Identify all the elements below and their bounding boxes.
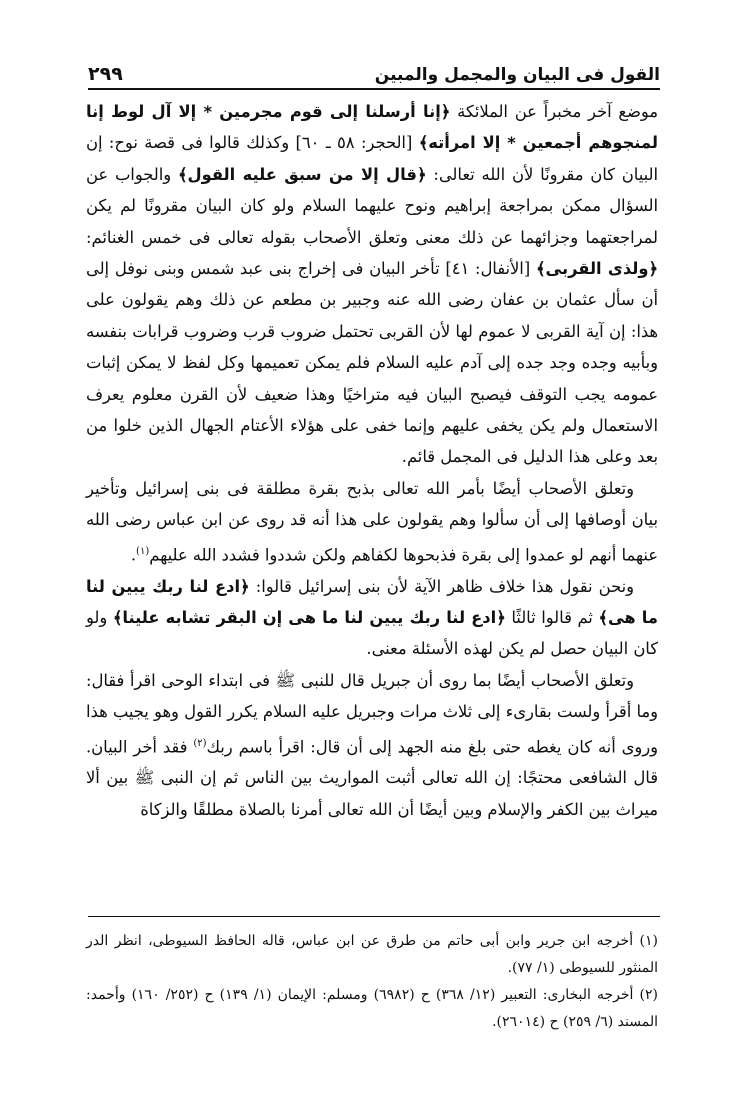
text-run: ونحن نقول هذا خلاف ظاهر الآية لأن بنى إسرائيل قالوا: xyxy=(249,576,634,596)
quran-quote: ﴿ولذى القربى﴾ xyxy=(535,259,658,279)
text-run: ثم قالوا ثالثًا xyxy=(505,607,599,627)
quran-quote: ﴿ادع لنا ربك يبين لنا ما هى إن البقر تشابه علينا﴾ xyxy=(112,607,506,627)
footnote-rule xyxy=(88,916,660,917)
paragraph-4 xyxy=(86,665,658,825)
footnote-2: (٢) أخرجه البخارى: التعبير (١٢/ ٣٦٨) ح (٦٩٨٢) ومسلم: الإيمان (١/ ١٣٩) ح (٢٥٢/ ١٦٠) وأحمد: المسند (٦/ ٢٥٩) ح (٢٦٠١٤). xyxy=(86,987,659,1030)
footnote-ref-2[interactable]: (٢) xyxy=(193,737,207,749)
text-run: وتعلق الأصحاب أيضًا بما روى أن جبريل قال للنبى ﷺ فى ابتداء الوحى اقرأ فقال: وما أقرأ ولست بقارىء إلى ثلاث مرات وجبريل عليه السلام يكرر القول وهو يجيب هذا وروى أنه كان يغطه حتى بلغ منه الجهد إلى أن قال: اقرأ باسم ربك xyxy=(86,670,658,756)
text-run: فقد أخر البيان. قال الشافعى محتجًا: إن الله تعالى أثبت المواريث بين الناس ثم إن النبى ﷺ بين ألا ميراث بين الكفر والإسلام وبين أيضًا أن الله تعالى أمرنا بالصلاة مطلقًا والزكاة xyxy=(86,736,658,819)
running-title: القول فى البيان والمجمل والمبين xyxy=(374,65,660,85)
text-run: وتعلق الأصحاب أيضًا بأمر الله تعالى بذبح بقرة مطلقة فى بنى إسرائيل وتأخير بيان أوصافها إلى أن سألوا وهم يقولون على هذا أنه قد روى عن ابن عباس رضى الله عنهما أنهم لو عمدوا إلى بقرة فذبحوها لكفاهم ولكن شددوا فشدد الله عليهم xyxy=(86,478,658,565)
main-text xyxy=(86,96,658,888)
text-run: [الأنفال: ٤١] تأخر البيان فى إخراج بنى عبد شمس وبنى نوفل إلى أن سأل عثمان بن عفان رضى الله عنه وجبير بن مطعم عن ذلك وهم يقولون على هذا: إن آية القربى لا عموم لها لأن القربى تحتمل ضروب قرب وضروب قرابات بنفسه وبأبيه وجده وجد جده إلى آدم عليه السلام فلم يمكن تعميمها وكل لفظ لا يمكن إثبات عمومه يجب التوقف فيصبح البيان فيه متراخيًا وهذا ضعيف لأن القرن معلوم يعرف الاستعمال ولم يكن يخفى عليهم وإنما خفى على هؤلاء الأعتام الجهال الذين خلوا من بعد وعلى هذا الدليل فى المجمل قائم. xyxy=(86,259,658,467)
footnote-ref-1[interactable]: (١) xyxy=(136,545,150,557)
quran-quote: ﴿ادع لنا ربك يبين لنا ما هى﴾ xyxy=(86,576,658,627)
text-run: موضع آخر مخبراً عن الملائكة xyxy=(450,102,658,121)
footnotes xyxy=(86,928,658,1036)
header-rule xyxy=(88,88,660,90)
quran-quote: ﴿قال إلا من سبق عليه القول﴾ xyxy=(177,164,427,184)
page-header xyxy=(88,55,660,85)
text-run: والجواب عن السؤال ممكن بمراجعة إبراهيم ونوح عليهما السلام ولو كان البيان مقرونًا لم يكن لمراجعتهما وجزائهما عن ذلك معنى وتعلق الأصحاب بقوله تعالى فى خمس الغنائم: xyxy=(86,164,658,247)
paragraph-1 xyxy=(86,96,658,473)
text-run: . xyxy=(130,545,137,565)
text-run: [الحجر: ٥٨ ـ ٦٠] وكذلك قالوا فى قصة نوح: إن البيان كان مقرونًا لأن الله تعالى: xyxy=(86,133,659,184)
text-run: ولو كان البيان حصل لم يكن لهذه الأسئلة معنى. xyxy=(86,607,658,659)
paragraph-3 xyxy=(86,571,658,665)
paragraph-2 xyxy=(86,473,658,571)
page-number: ٢٩٩ xyxy=(88,63,123,85)
quran-quote: ﴿إنا أرسلنا إلى قوم مجرمين * إلا آل لوط إنا لمنجوهم أجمعين * إلا امرأته﴾ xyxy=(86,102,658,153)
footnote-1: (١) أخرجه ابن جرير وابن أبى حاتم من طرق عن ابن عباس، قاله الحافظ السيوطى، انظر الدر المنثور للسيوطى (١/ ٧٧). xyxy=(86,933,658,976)
